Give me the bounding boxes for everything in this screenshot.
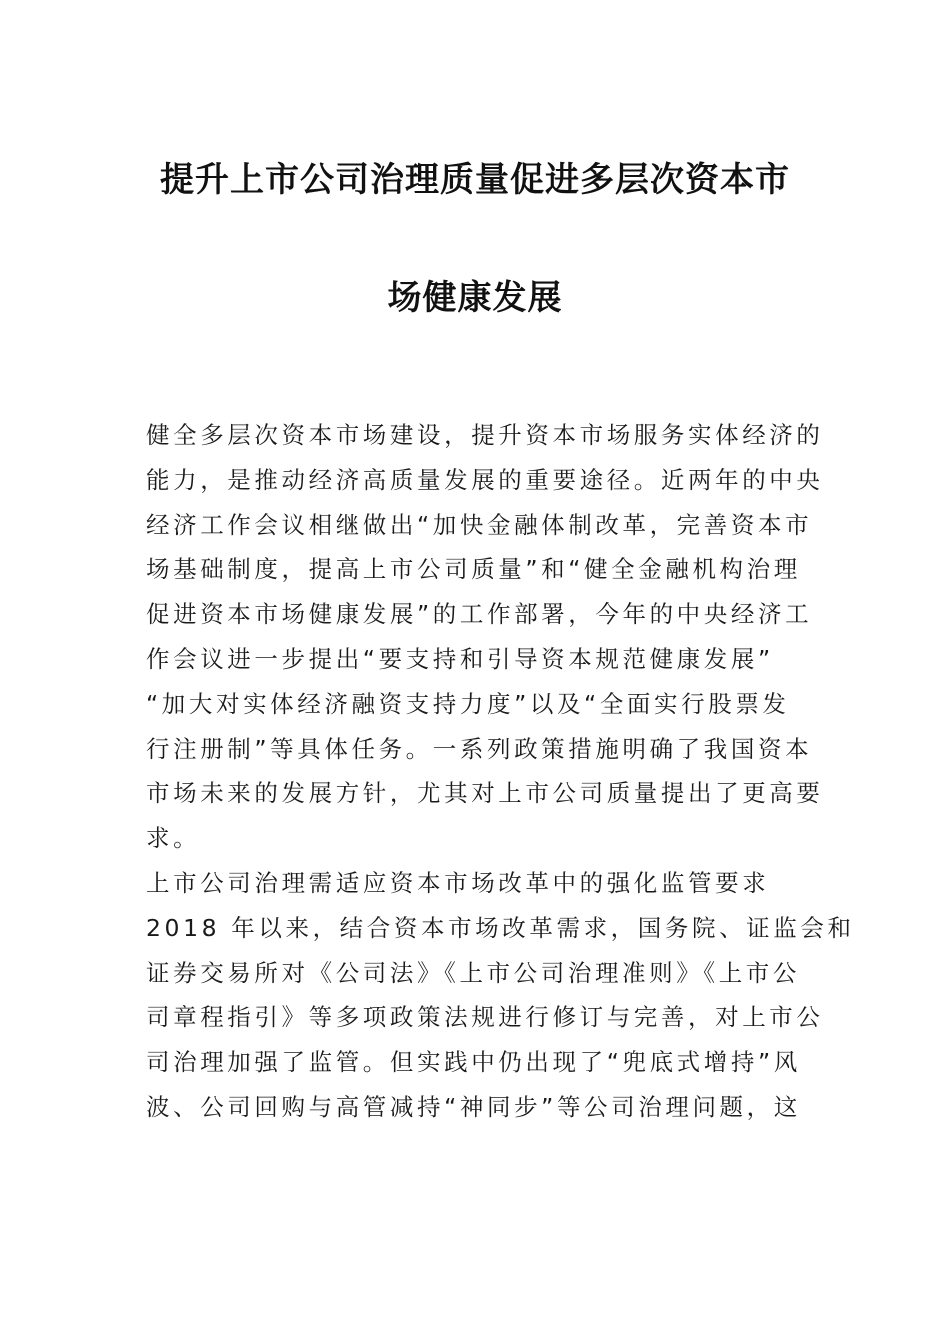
body-line: 促进资本市场健康发展”的工作部署，今年的中央经济工 xyxy=(146,600,813,629)
section-heading: 上市公司治理需适应资本市场改革中的强化监管要求 xyxy=(146,868,770,897)
body-line: 2018 年以来，结合资本市场改革需求，国务院、证监会和 xyxy=(146,913,855,942)
body-line: 司章程指引》等多项政策法规进行修订与完善，对上市公 xyxy=(146,1003,824,1032)
body-line: 作会议进一步提出“要支持和引导资本规范健康发展” xyxy=(146,644,774,673)
body-line: 求。 xyxy=(146,824,201,853)
body-line: 市场未来的发展方针，尤其对上市公司质量提出了更高要 xyxy=(146,779,824,808)
body-line: 波、公司回购与高管减持“神同步”等公司治理问题，这 xyxy=(146,1092,801,1121)
document-title-line-2: 场健康发展 xyxy=(387,278,563,318)
body-line: 场基础制度，提高上市公司质量”和“健全金融机构治理 xyxy=(146,555,801,584)
body-line: 健全多层次资本市场建设，提升资本市场服务实体经济的 xyxy=(146,421,824,449)
body-line: 证券交易所对《公司法》《上市公司治理准则》《上市公 xyxy=(146,958,800,987)
body-line: 经济工作会议相继做出“加快金融体制改革，完善资本市 xyxy=(146,510,813,539)
body-line: 能力，是推动经济高质量发展的重要途径。近两年的中央 xyxy=(146,465,824,494)
body-line: 司治理加强了监管。但实践中仍出现了“兜底式增持”风 xyxy=(146,1048,801,1077)
body-line: 行注册制”等具体任务。一系列政策措施明确了我国资本 xyxy=(146,734,813,763)
document-title-line-1: 提升上市公司治理质量促进多层次资本市 xyxy=(160,160,790,200)
body-line: “加大对实体经济融资支持力度”以及“全面实行股票发 xyxy=(146,689,790,718)
document-body xyxy=(146,413,855,1130)
